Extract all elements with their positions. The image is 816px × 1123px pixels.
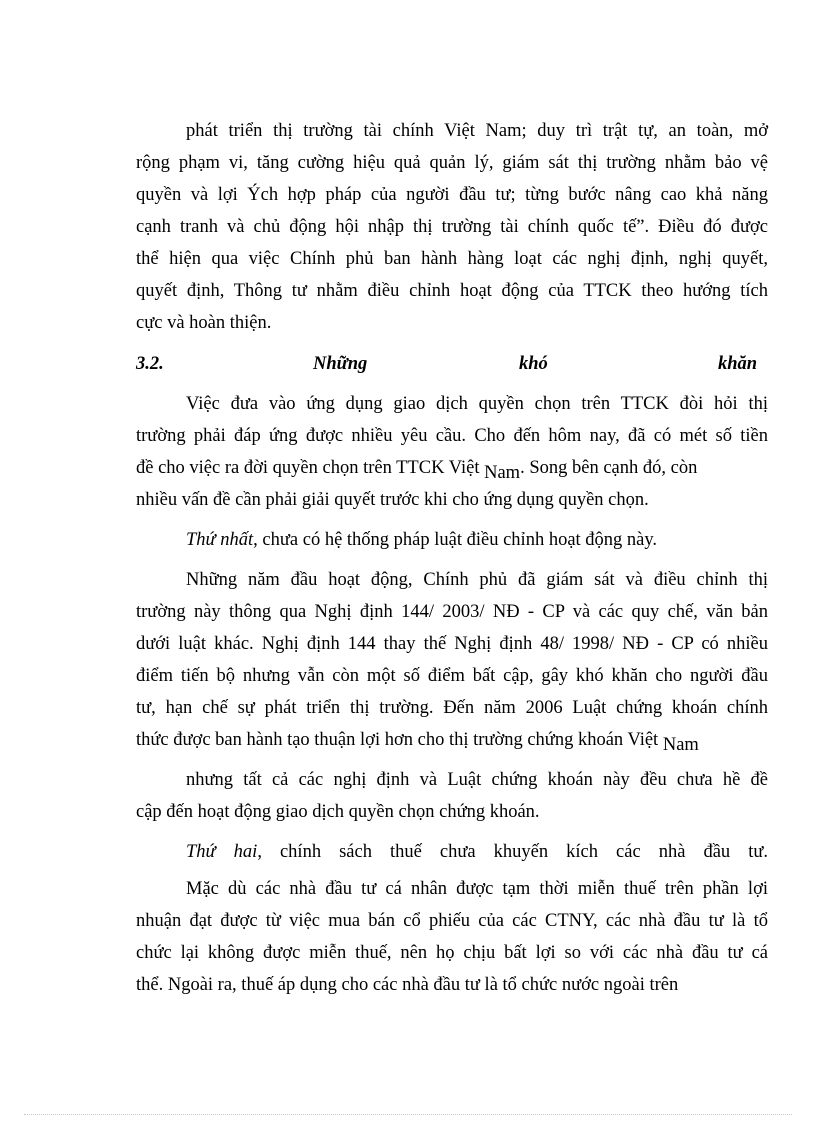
paragraph-line: chức lại không được miễn thuế, nên họ chịu bất lợi so với các nhà đầu tư cá: [136, 943, 768, 963]
footer-divider: [24, 1114, 792, 1115]
paragraph-line: tư, hạn chế sự phát triển thị trường. Đến năm 2006 Luật chứng khoán chính: [136, 698, 768, 718]
line-text: đề cho việc ra đời quyền chọn trên TTCK Việt: [136, 458, 480, 478]
emphasis-text: Thứ hai: [186, 842, 258, 862]
emphasis-text: Thứ nhất: [186, 530, 254, 550]
line-text: , chính sách thuế chưa khuyến kích các nhà đầu tư.: [257, 842, 768, 862]
paragraph-line: quyết định, Thông tư nhằm điều chỉnh hoạt động của TTCK theo hướng tích: [136, 281, 768, 301]
paragraph-line: Việc đưa vào ứng dụng giao dịch quyền chọn trên TTCK đòi hỏi thị: [186, 394, 768, 414]
paragraph-line: nhuận đạt được từ việc mua bán cổ phiếu của các CTNY, các nhà đầu tư là tổ: [136, 911, 768, 931]
paragraph-line: trường phải đáp ứng được nhiều yêu cầu. Cho đến hôm nay, đã có mét số tiền: [136, 426, 768, 446]
paragraph-line: dưới luật khác. Nghị định 144 thay thế Nghị định 48/ 1998/ NĐ - CP có nhiều: [136, 634, 768, 654]
line-text: . Song bên cạnh đó, còn: [520, 458, 698, 478]
paragraph-line: rộng phạm vi, tăng cường hiệu quả quản lý, giám sát thị trường nhằm bảo vệ: [136, 153, 768, 173]
paragraph-line: cập đến hoạt động giao dịch quyền chọn chứng khoán.: [136, 802, 540, 822]
line-text: Nam: [484, 463, 521, 483]
paragraph-line: [186, 840, 768, 864]
section-title-word: khó: [519, 354, 548, 374]
section-number: 3.2.: [136, 354, 164, 374]
paragraph-line: thể hiện qua việc Chính phủ ban hành hàng loạt các nghị định, nghị quyết,: [136, 249, 768, 269]
paragraph-line: quyền và lợi Ých hợp pháp của người đầu tư; từng bước nâng cao khả năng: [136, 185, 768, 205]
paragraph-line: [186, 528, 768, 552]
section-title-word: Những: [313, 354, 368, 374]
paragraph-line: nhưng tất cả các nghị định và Luật chứng khoán này đều chưa hề đề: [186, 770, 768, 790]
paragraph-line: cạnh tranh và chủ động hội nhập thị trường tài chính quốc tế”. Điều đó được: [136, 217, 768, 237]
section-title-word: khăn: [718, 354, 758, 374]
paragraph-line: cực và hoàn thiện.: [136, 313, 272, 333]
paragraph-line: Những năm đầu hoạt động, Chính phủ đã giám sát và điều chỉnh thị: [186, 570, 768, 590]
paragraph-line: điểm tiến bộ nhưng vẫn còn một số điểm bất cập, gây khó khăn cho người đầu: [136, 666, 768, 686]
paragraph-line: phát triển thị trường tài chính Việt Nam; duy trì trật tự, an toàn, mở: [186, 121, 768, 141]
paragraph-line: [136, 456, 768, 483]
line-text: , chưa có hệ thống pháp luật điều chỉnh hoạt động này.: [253, 530, 658, 550]
paragraph-line: [136, 728, 768, 755]
line-text: Nam: [662, 735, 699, 755]
paragraph-line: trường này thông qua Nghị định 144/ 2003/ NĐ - CP và các quy chế, văn bản: [136, 602, 768, 622]
paragraph-line: Mặc dù các nhà đầu tư cá nhân được tạm thời miễn thuế trên phần lợi: [186, 879, 768, 899]
paragraph-line: thể. Ngoài ra, thuế áp dụng cho các nhà đầu tư là tổ chức nước ngoài trên: [136, 975, 679, 995]
paragraph-line: nhiều vấn đề cần phải giải quyết trước khi cho ứng dụng quyền chọn.: [136, 490, 649, 510]
line-text: thức được ban hành tạo thuận lợi hơn cho thị trường chứng khoán Việt: [136, 730, 659, 750]
